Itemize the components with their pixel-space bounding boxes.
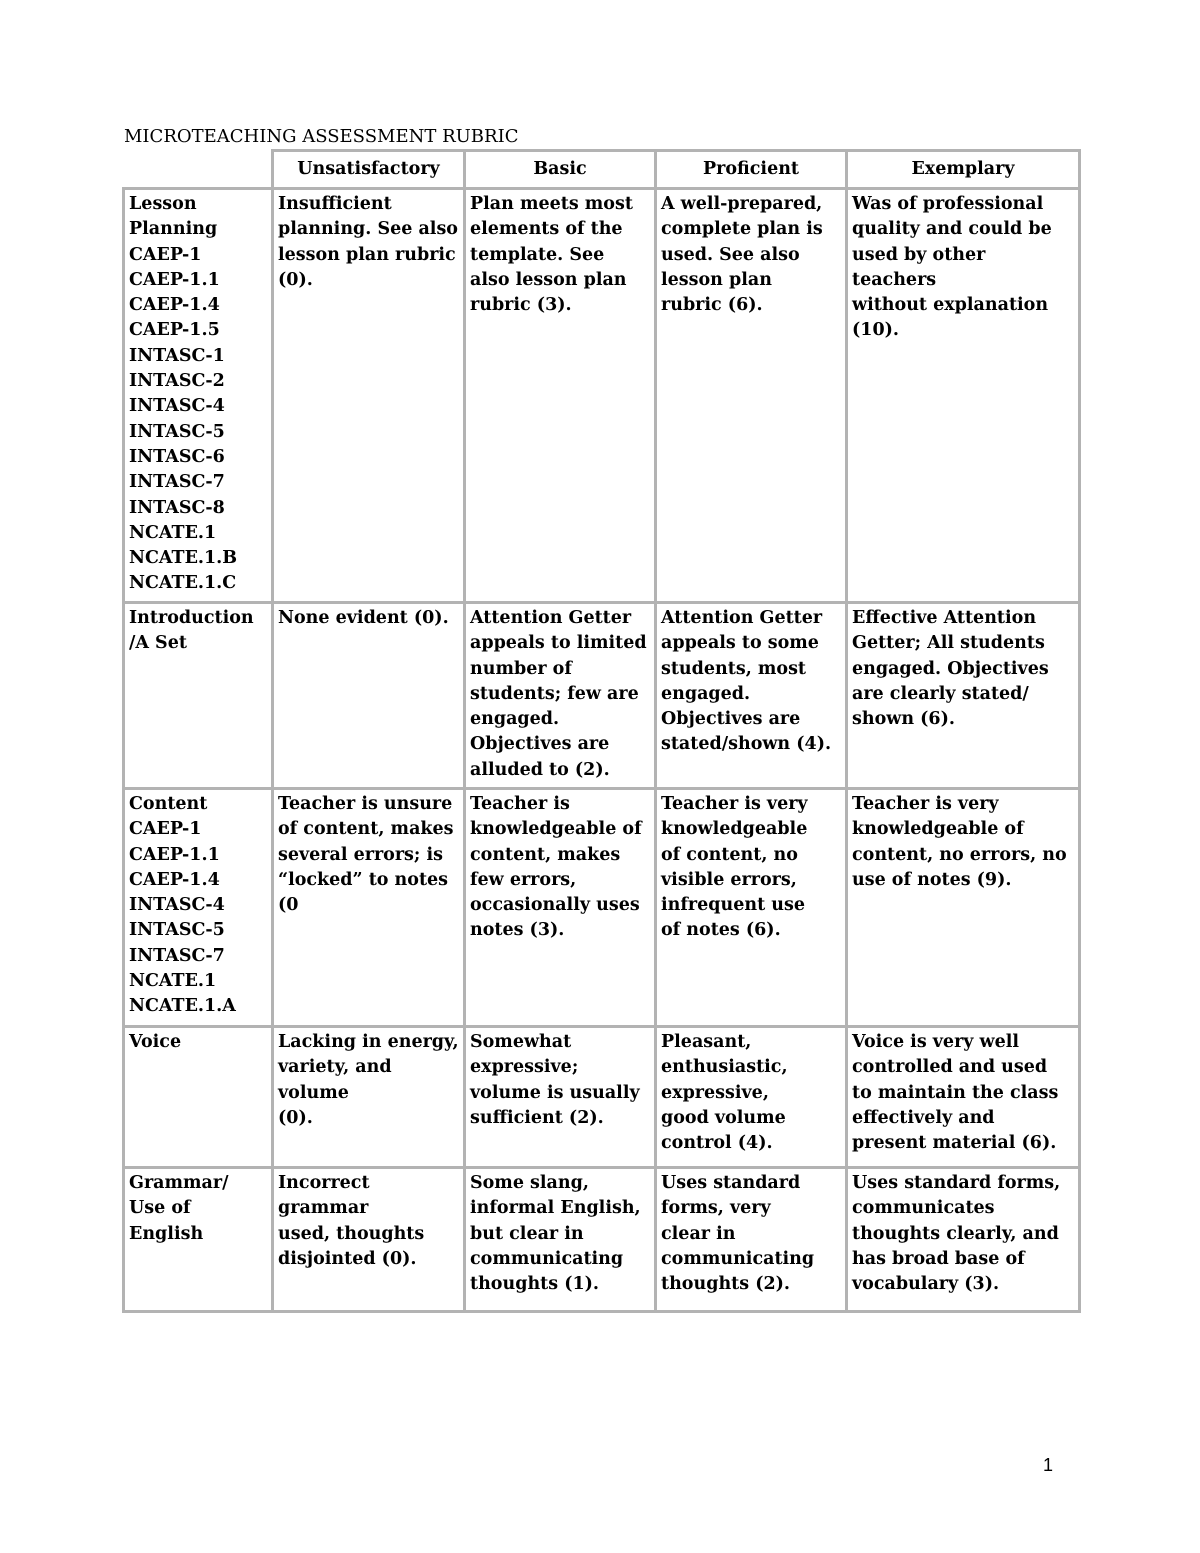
column-header-proficient: Proficient [656,151,847,189]
criterion-name: Grammar/ Use of English [129,1173,229,1244]
rubric-cell-exemplary [847,603,1080,789]
cell-text: A well-prepared, complete plan is used. See also lesson plan rubric (6). [661,194,823,316]
rubric-cell-unsatisfactory [273,189,465,603]
standard-code: CAEP-1.1 [129,844,220,865]
rubric-cell-proficient [656,1168,847,1312]
rubric-table [122,149,1081,1313]
rubric-cell-unsatisfactory [273,603,465,789]
standard-code: INTASC-5 [129,421,225,442]
standard-code: CAEP-1 [129,819,202,840]
rubric-cell-unsatisfactory [273,789,465,1027]
cell-text: Incorrect grammar used, thoughts disjointed (0). [278,1173,425,1269]
cell-text: Effective Attention Getter; All students engaged. Objectives are clearly stated/ shown (6). [852,608,1049,730]
standard-code: INTASC-7 [129,472,225,493]
standard-code: NCATE.1.A [129,996,236,1017]
standard-code: CAEP-1.4 [129,869,220,890]
criterion-name: Voice [129,1032,182,1052]
column-header-exemplary: Exemplary [847,151,1080,189]
rubric-body [124,189,1080,1312]
rubric-row-lesson-planning [124,189,1080,603]
rubric-cell-unsatisfactory [273,1027,465,1168]
criterion-name: Content [129,794,208,814]
standard-code: INTASC-6 [129,446,225,467]
cell-text: Uses standard forms, communicates thoughts clearly, and has broad base of vocabulary (3). [852,1173,1061,1295]
page-number: 1 [1043,1455,1054,1475]
rubric-row-content [124,789,1080,1027]
criterion-name: Introduction /A Set [129,608,254,654]
rubric-cell-unsatisfactory [273,1168,465,1312]
cell-text: Was of professional quality and could be used by other teachers without explanation (10). [852,194,1052,341]
standard-code: NCATE.1 [129,522,217,543]
standard-code: NCATE.1.B [129,548,238,569]
standard-code: INTASC-2 [129,371,225,392]
cell-text: Voice is very well controlled and used to maintain the class effectively and present material (6). [852,1032,1059,1154]
standards-list [129,817,267,1019]
rubric-cell-basic [465,1168,656,1312]
standard-code: CAEP-1 [129,244,202,265]
standard-code: CAEP-1.4 [129,295,220,316]
standard-code: INTASC-1 [129,345,225,366]
column-header-basic: Basic [465,151,656,189]
rubric-cell-exemplary [847,1027,1080,1168]
criterion-cell [124,189,273,603]
standard-code: NCATE.1 [129,971,217,992]
column-header-unsatisfactory: Unsatisfactory [273,151,465,189]
rubric-cell-proficient [656,603,847,789]
criterion-cell [124,1168,273,1312]
cell-text: Teacher is knowledgeable of content, makes few errors, occasionally uses notes (3). [470,794,642,941]
standard-code: CAEP-1.1 [129,269,220,290]
rubric-row-grammar [124,1168,1080,1312]
standard-code: INTASC-4 [129,396,225,417]
rubric-cell-proficient [656,789,847,1027]
cell-text: Uses standard forms, very clear in communicating thoughts (2). [661,1173,815,1295]
rubric-row-voice [124,1027,1080,1168]
standards-list [129,243,267,597]
document-title: MICROTEACHING ASSESSMENT RUBRIC [124,126,519,147]
criterion-cell [124,789,273,1027]
criterion-name: Lesson Planning [129,194,218,240]
standard-code: NCATE.1.C [129,573,237,594]
cell-text: Attention Getter appeals to some students, most engaged. Objectives are stated/shown (4). [661,608,832,755]
rubric-cell-basic [465,603,656,789]
rubric-cell-exemplary [847,189,1080,603]
rubric-cell-proficient [656,189,847,603]
criterion-cell [124,1027,273,1168]
cell-text: Plan meets most elements of the template. See also lesson plan rubric (3). [470,194,633,316]
rubric-cell-basic [465,1027,656,1168]
rubric-row-introduction [124,603,1080,789]
rubric-cell-exemplary [847,789,1080,1027]
rubric-cell-exemplary [847,1168,1080,1312]
standard-code: INTASC-5 [129,920,225,941]
cell-text: Some slang, informal English, but clear in communicating thoughts (1). [470,1173,641,1295]
standard-code: INTASC-4 [129,895,225,916]
rubric-corner-cell [124,151,273,189]
cell-text: Attention Getter appeals to limited number of students; few are engaged. Objectives are alluded to (2). [470,608,647,780]
cell-text: Teacher is unsure of content, makes several errors; is “locked” to notes (0 [278,794,454,916]
standard-code: CAEP-1.5 [129,320,220,341]
cell-text: Insufficient planning. See also lesson plan rubric (0). [278,194,458,290]
cell-text: Lacking in energy, variety, and volume (0). [278,1032,459,1128]
cell-text: Teacher is very knowledgeable of content, no visible errors, infrequent use of notes (6). [661,794,808,941]
rubric-cell-basic [465,789,656,1027]
cell-text: Teacher is very knowledgeable of content, no errors, no use of notes (9). [852,794,1067,890]
standard-code: INTASC-8 [129,497,225,518]
cell-text: Somewhat expressive; volume is usually sufficient (2). [470,1032,640,1128]
rubric-header-row [124,151,1080,189]
standard-code: INTASC-7 [129,945,225,966]
cell-text: Pleasant, enthusiastic, expressive, good volume control (4). [661,1032,788,1154]
rubric-cell-proficient [656,1027,847,1168]
rubric-cell-basic [465,189,656,603]
criterion-cell [124,603,273,789]
cell-text: None evident (0). [278,608,449,628]
